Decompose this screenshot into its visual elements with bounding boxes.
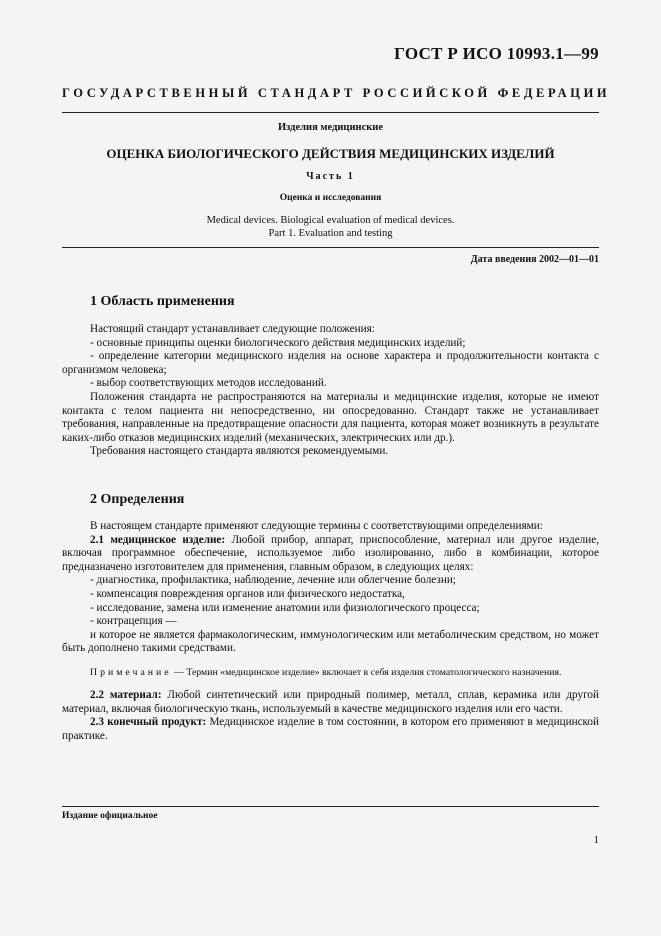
standard-code: ГОСТ Р ИСО 10993.1—99	[394, 44, 599, 63]
paragraph: В настоящем стандарте применяют следующие термины с соответствующими определениями:	[90, 520, 543, 532]
state-standard-title: ГОСУДАРСТВЕННЫЙ СТАНДАРТ РОССИЙСКОЙ ФЕДЕРАЦИИ	[62, 86, 611, 100]
definition-2-3	[62, 716, 599, 743]
list-item: - контрацепция —	[90, 615, 177, 628]
note-label: Примечание	[90, 666, 172, 678]
section-1-body	[62, 323, 599, 459]
note	[62, 666, 599, 679]
definition-2-1	[62, 534, 599, 575]
term: 2.3 конечный продукт:	[90, 716, 207, 729]
section-2-body	[62, 520, 599, 743]
english-title-line-2: Part 1. Evaluation and testing	[268, 228, 393, 239]
term: 2.2 материал:	[90, 688, 162, 701]
category-title: Изделия медицинские	[277, 122, 384, 133]
list-item: - определение категории медицинского изделия на основе характера и продолжительности контакта с организмом человека;	[62, 350, 599, 376]
list-item: - исследование, замена или изменение анатомии или физиологического процесса;	[90, 601, 480, 614]
paragraph: и которое не является фармакологическим, иммунологическим или метаболическим средством, но может быть дополнено такими средствами.	[62, 628, 599, 655]
section-2-heading: 2 Определения	[90, 492, 185, 507]
paragraph: Положения стандарта не распространяются на материалы и медицинские изделия, которые не имеют контакта с телом пациента ни непосредственно, ни опосредованно. Стандарт также не устанавливает требования, направленные на предотвращение опасности для пациента, которая может возникнуть в результате каких-либо отказов медицинских изделий (механических, электрических или др.).	[62, 390, 599, 444]
definition-text: Любой синтетический или природный полимер, металл, сплав, керамика или другой материал, включая биологическую ткань, используемый в качестве медицинского изделия или его части.	[62, 688, 599, 715]
part-subtitle: Оценка и исследования	[279, 193, 382, 203]
page-number: 1	[593, 834, 599, 846]
definition-2-2	[62, 689, 599, 716]
definition-text: Медицинское изделие в том состоянии, в котором его применяют в медицинской практике.	[62, 716, 599, 742]
paragraph: Требования настоящего стандарта являются рекомендуемыми.	[90, 445, 389, 458]
list-item: - выбор соответствующих методов исследований.	[90, 377, 327, 390]
list-item: - основные принципы оценки биологического действия медицинских изделий;	[90, 336, 466, 349]
main-title: ОЦЕНКА БИОЛОГИЧЕСКОГО ДЕЙСТВИЯ МЕДИЦИНСКИХ ИЗДЕЛИЙ	[106, 146, 555, 161]
header-divider	[62, 112, 599, 113]
paragraph: Настоящий стандарт устанавливает следующие положения:	[90, 323, 375, 335]
definition-text: Любой прибор, аппарат, приспособление, материал или другое изделие, включая программное обеспечение, используемое либо изолированно, либо в комбинации, которое предназначено изготовителем для применения, главным образом, в следующих целях:	[62, 533, 600, 573]
introduction-date: Дата введения 2002—01—01	[470, 254, 599, 265]
part-label: Часть 1	[306, 171, 355, 182]
english-title	[62, 214, 599, 240]
title-divider	[62, 247, 599, 248]
note-text: — Термин «медицинское изделие» включает в себя изделия стоматологического назначения.	[171, 666, 562, 678]
list-item: - компенсация повреждения органов или физического недостатка,	[90, 587, 405, 600]
official-edition-label: Издание официальное	[62, 811, 158, 821]
footer-divider	[62, 806, 599, 807]
list-item: - диагностика, профилактика, наблюдение, лечение или облегчение болезни;	[90, 574, 456, 587]
english-title-line-1: Medical devices. Biological evaluation of medical devices.	[206, 215, 455, 226]
section-1-heading: 1 Область применения	[90, 294, 235, 309]
term: 2.1 медицинское изделие:	[90, 533, 226, 546]
